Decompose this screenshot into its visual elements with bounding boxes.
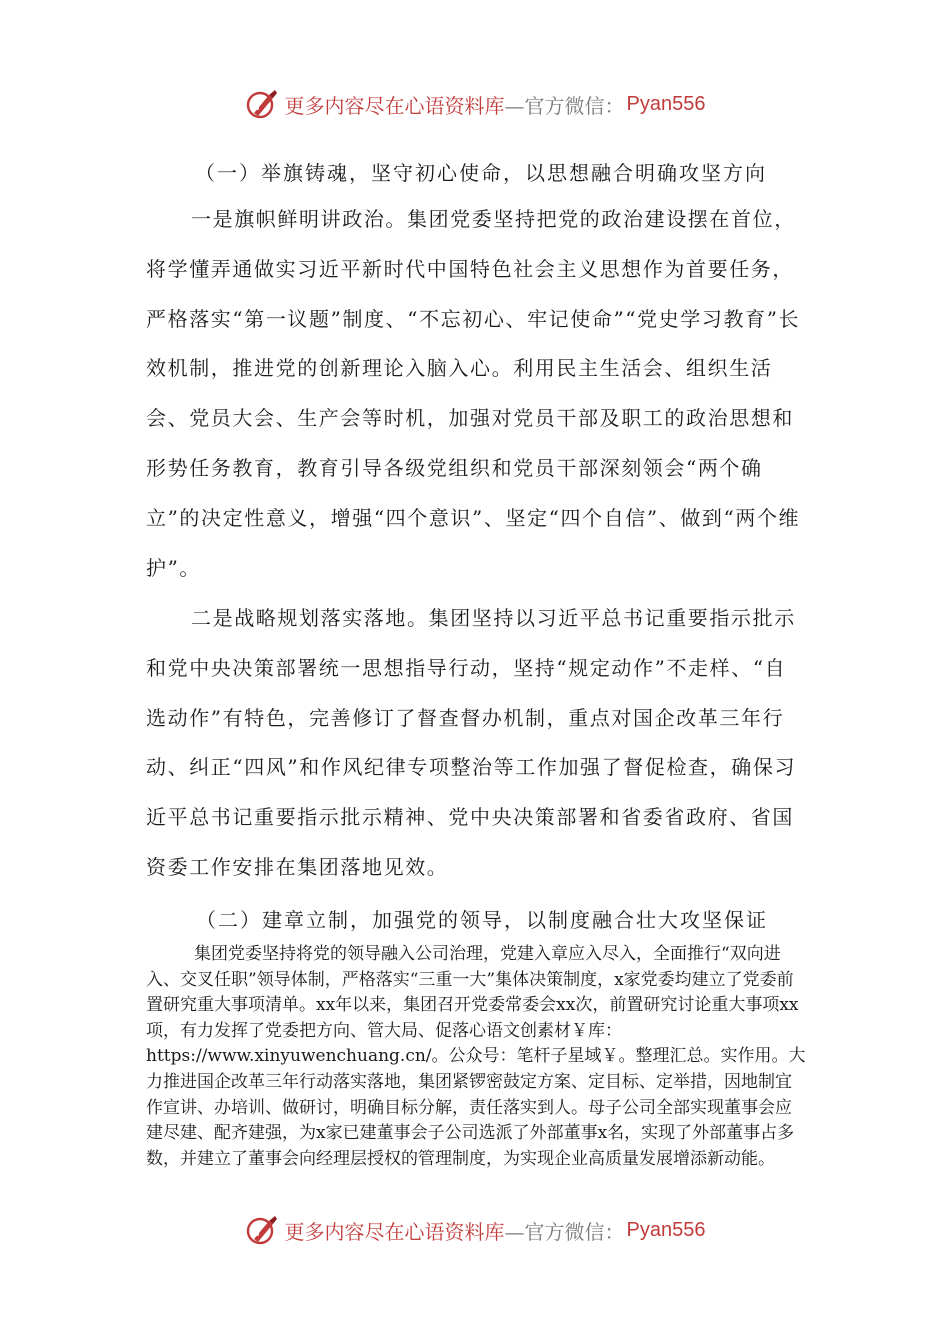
- banner-text: 更多内容尽在心语资料库: [284, 1219, 505, 1244]
- pen-logo-icon: [245, 87, 279, 121]
- banner-text: 更多内容尽在心语资料库: [284, 93, 505, 118]
- banner-wechat-id: Pyan556: [626, 1218, 706, 1241]
- paragraph-2-text: 二是战略规划落实落地。集团坚持以习近平总书记重要指示批示和党中央决策部署统一思想指导行动，坚持“规定动作”不走样、“自选动作”有特色，完善修订了督查督办机制，重点对国企改革三年行动、纠正“四风”和作风纪律专项整治等工作加强了督促检查，确保习近平总书记重要指示批示精神、党中央决策部署和省委省政府、省国资委工作安排在集团落地见效。: [146, 606, 797, 879]
- section-heading-2: （二）建章立制，加强党的领导，以制度融合壮大攻坚保证: [196, 908, 768, 932]
- paragraph-3-text: 集团党委坚持将党的领导融入公司治理，党建入章应入尽入，全面推行“双向进入、交叉任职”领导体制，严格落实“三重一大”集体决策制度，x家党委均建立了党委前置研究重大事项清单。xx年以来，集团召开党委常委会xx次，前置研究讨论重大事项xx项，有力发挥了党委把方向、管大局、促落心语文创素材￥库：https://www.xinyuwenchuang.cn/。公众号：笔杆子星域￥。整理汇总。实作用。大力推进国企改革三年行动落实落地，集团紧锣密鼓定方案、定目标、定举措，因地制宜作宣讲、办培训、做研讨，明确目标分解，责任落实到人。母子公司全部实现董事会应建尽建、配齐建强，为x家已建董事会子公司选派了外部董事x名，实现了外部董事占多数，并建立了董事会向经理层授权的管理制度，为实现企业高质量发展增添新动能。: [146, 944, 806, 1169]
- banner-dash: —官方微信：: [504, 93, 625, 118]
- paragraph-1: [146, 195, 806, 593]
- header-banner: [0, 84, 950, 124]
- footer-banner: [0, 1210, 950, 1250]
- paragraph-3: [146, 942, 806, 1172]
- paragraph-1-text: 一是旗帜鲜明讲政治。集团党委坚持把党的政治建设摆在首位，将学懂弄通做实习近平新时代中国特色社会主义思想作为首要任务，严格落实“第一议题”制度、“不忘初心、牢记使命”“党史学习教育”长效机制，推进党的创新理论入脑入心。利用民主生活会、组织生活会、党员大会、生产会等时机，加强对党员干部及职工的政治思想和形势任务教育，教育引导各级党组织和党员干部深刻领会“两个确立”的决定性意义，增强“四个意识”、坚定“四个自信”、做到“两个维护”。: [146, 207, 801, 580]
- pen-logo-icon: [245, 1213, 279, 1247]
- paragraph-2: [146, 594, 806, 893]
- section-heading-1: （一）举旗铸魂，坚守初心使命，以思想融合明确攻坚方向: [195, 161, 767, 185]
- banner-wechat-id: Pyan556: [626, 92, 706, 115]
- banner-dash: —官方微信：: [504, 1219, 625, 1244]
